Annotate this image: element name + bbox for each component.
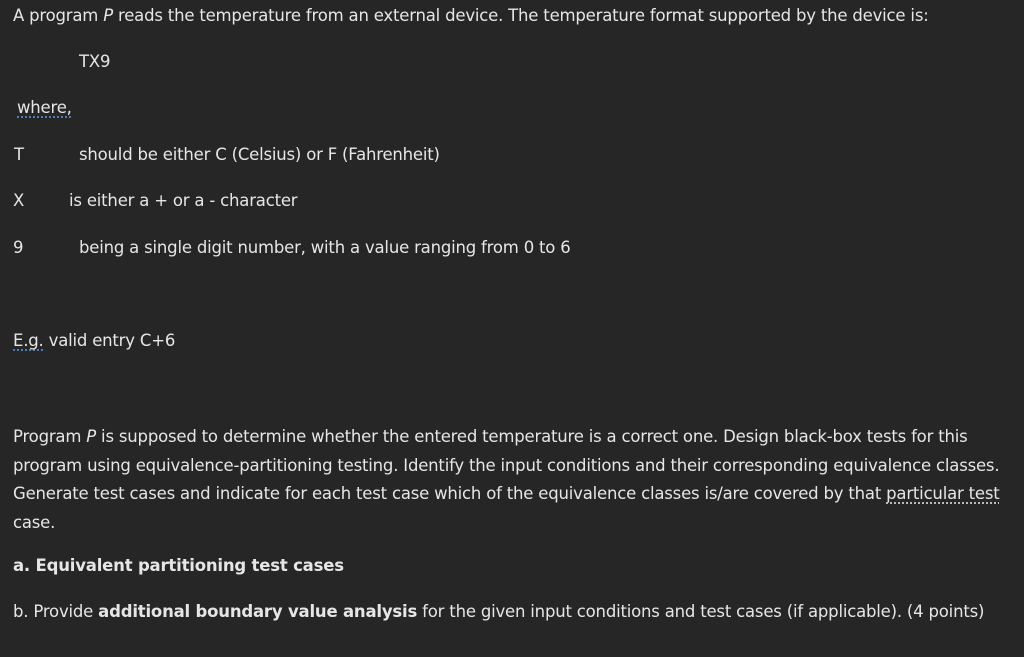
example-line [13, 330, 175, 352]
item-b-bold: additional boundary value analysis [98, 602, 418, 621]
intro-text-1: A program [13, 6, 104, 25]
where-label: where, [17, 98, 72, 117]
intro-text-2: reads the temperature from an external device. The temperature format supported by the device is: [112, 6, 929, 25]
task-paragraph [13, 423, 1013, 537]
example-label: E.g. [13, 331, 44, 350]
task-text-2: is supposed to determine whether the entered temperature is a correct one. Design black-box tests for this program using equivalence-partitioning testing. Identify the input conditions and their corresponding equivalence classes. Generate test cases and indicate for each test case which of the equivalence classes is/are covered by that [13, 427, 1000, 503]
definition-text-t: should be either C (Celsius) or F (Fahrenheit) [79, 145, 440, 164]
task-text-3: case. [13, 512, 56, 532]
definition-symbol-t: T [14, 145, 24, 164]
program-variable: P [103, 6, 113, 25]
item-a: a. Equivalent partitioning test cases [13, 556, 344, 575]
task-text-1: Program [13, 427, 87, 446]
example-text: valid entry C+6 [43, 331, 176, 350]
task-program-variable: P [86, 427, 97, 446]
definition-symbol-9: 9 [13, 238, 24, 257]
task-underlined-phrase: particular test [886, 484, 1000, 503]
format-string: TX9 [79, 52, 111, 71]
item-b-suffix: for the given input conditions and test cases (if applicable). (4 points) [417, 602, 985, 621]
definition-symbol-x: X [13, 191, 25, 210]
definition-text-x: is either a + or a - character [69, 191, 298, 210]
item-b [13, 601, 984, 623]
intro-line [13, 5, 929, 27]
definition-text-9: being a single digit number, with a value ranging from 0 to 6 [79, 238, 571, 257]
item-b-prefix: b. Provide [13, 602, 99, 621]
